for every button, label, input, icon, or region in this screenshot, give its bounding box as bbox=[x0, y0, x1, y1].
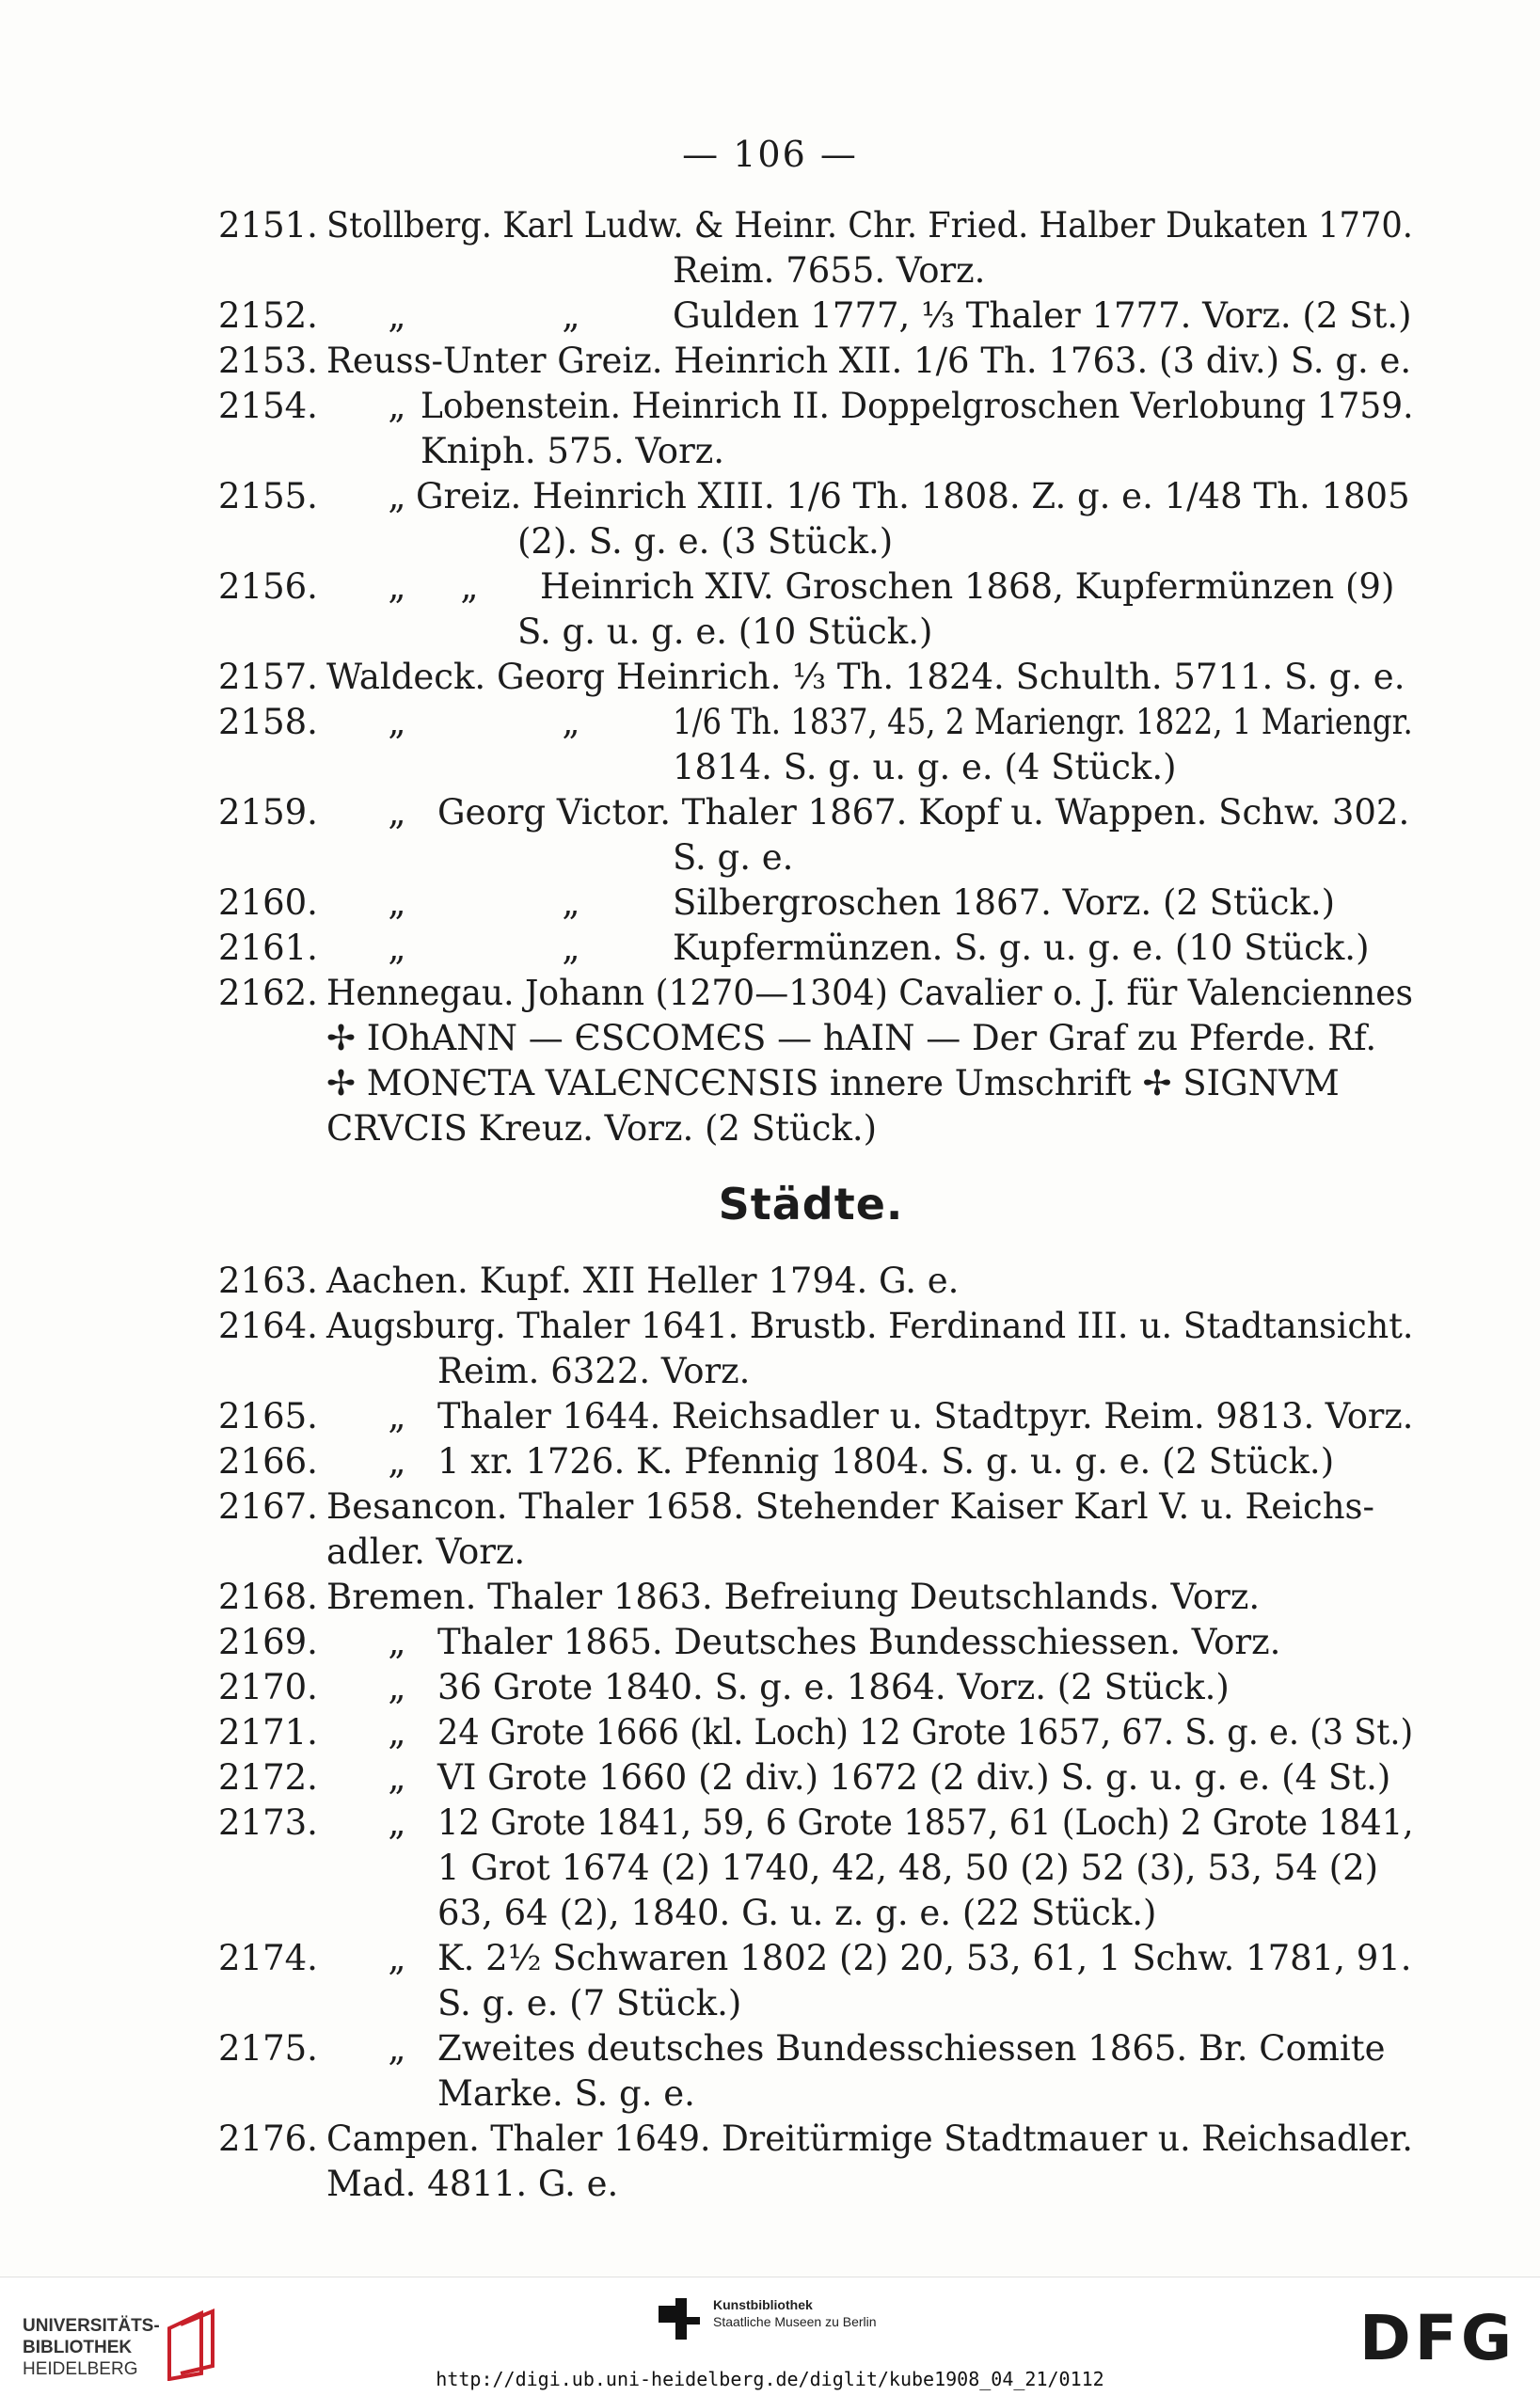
catalog-entry bbox=[218, 971, 1414, 1151]
entry-number: 2176. bbox=[218, 2118, 318, 2159]
section-heading: Städte. bbox=[718, 1179, 904, 1230]
entry-text: Heinrich XIV. Groschen 1868, Kupfermünzen (9) bbox=[540, 566, 1395, 607]
ditto-mark: „ bbox=[388, 2028, 406, 2069]
kb-logo-text bbox=[713, 2296, 877, 2330]
catalog-entry bbox=[218, 1710, 1414, 1755]
entry-number: 2161. bbox=[218, 928, 318, 968]
catalog-entry bbox=[218, 1801, 1414, 1936]
catalog-entry bbox=[218, 1394, 1414, 1439]
kunstbibliothek-emblem-icon bbox=[659, 2298, 700, 2340]
entry-number: 2165. bbox=[218, 1396, 318, 1436]
ditto-mark: „ bbox=[388, 882, 406, 923]
catalog-entry bbox=[218, 1259, 1404, 1304]
entry-text: Kupfermünzen. S. g. u. g. e. (10 Stück.) bbox=[673, 928, 1370, 968]
entry-text: Aachen. Kupf. XII Heller 1794. G. e. bbox=[326, 1261, 960, 1301]
entry-number: 2156. bbox=[218, 566, 318, 607]
entry-text: Greiz. Heinrich XIII. 1/6 Th. 1808. Z. g. e. 1/48 Th. 1805 bbox=[416, 476, 1410, 516]
ub-line-1: UNIVERSITÄTS- bbox=[23, 2316, 160, 2336]
entry-text: Waldeck. Georg Heinrich. ⅓ Th. 1824. Schulth. 5711. S. g. e. bbox=[326, 657, 1405, 697]
entry-text-continued: CRVCIS Kreuz. Vorz. (2 Stück.) bbox=[326, 1108, 878, 1149]
entry-text: 36 Grote 1840. S. g. e. 1864. Vorz. (2 Stück.) bbox=[437, 1667, 1230, 1707]
entry-text-continued: Marke. S. g. e. bbox=[437, 2073, 695, 2114]
catalog-entry bbox=[218, 881, 1404, 926]
entry-text: 24 Grote 1666 (kl. Loch) 12 Grote 1657, 67. S. g. e. (3 St.) bbox=[437, 1712, 1414, 1753]
entry-number: 2174. bbox=[218, 1938, 318, 1978]
catalog-entry bbox=[218, 2026, 1404, 2117]
entry-text: Lobenstein. Heinrich II. Doppelgroschen Verlobung 1759. bbox=[421, 386, 1414, 426]
entry-number: 2163. bbox=[218, 1261, 318, 1301]
entry-text: Thaler 1865. Deutsches Bundesschiessen. Vorz. bbox=[437, 1622, 1281, 1662]
ditto-mark: „ bbox=[388, 1396, 406, 1436]
entry-text: Bremen. Thaler 1863. Befreiung Deutschlands. Vorz. bbox=[326, 1577, 1261, 1617]
catalog-entry bbox=[218, 1755, 1404, 1801]
catalog-entry bbox=[218, 1575, 1404, 1620]
catalog-entry bbox=[218, 790, 1410, 881]
ditto-mark: „ bbox=[388, 1802, 406, 1843]
catalog-entry bbox=[218, 384, 1414, 474]
kb-line-2: Staatliche Museen zu Berlin bbox=[713, 2314, 877, 2329]
entry-text-continued: Mad. 4811. G. e. bbox=[326, 2164, 619, 2204]
ditto-mark: „ bbox=[388, 1667, 406, 1707]
ditto-mark: „ bbox=[388, 295, 406, 336]
entry-text: Zweites deutsches Bundesschiessen 1865. Br. Comite bbox=[437, 2028, 1386, 2069]
entry-number: 2167. bbox=[218, 1486, 318, 1527]
digitization-footer bbox=[0, 2277, 1540, 2396]
ditto-mark: „ bbox=[388, 1712, 406, 1753]
entry-text: Thaler 1644. Reichsadler u. Stadtpyr. Reim. 9813. Vorz. bbox=[437, 1396, 1414, 1436]
entry-text: Augsburg. Thaler 1641. Brustb. Ferdinand III. u. Stadtansicht. bbox=[326, 1306, 1414, 1346]
entry-number: 2164. bbox=[218, 1306, 318, 1346]
ditto-mark: „ bbox=[388, 1938, 406, 1978]
catalog-entry bbox=[218, 1620, 1404, 1665]
entry-number: 2173. bbox=[218, 1802, 318, 1843]
entry-text-continued: S. g. e. bbox=[673, 837, 794, 878]
catalog-entry bbox=[218, 2117, 1413, 2207]
ditto-mark: „ bbox=[388, 476, 406, 516]
entry-number: 2162. bbox=[218, 973, 318, 1013]
entry-text-continued: S. g. u. g. e. (10 Stück.) bbox=[517, 611, 933, 652]
entry-number: 2170. bbox=[218, 1667, 318, 1707]
ditto-mark: „ bbox=[388, 792, 406, 833]
entry-number: 2160. bbox=[218, 882, 318, 923]
page-number: — 106 — bbox=[682, 134, 858, 175]
entry-text: Besancon. Thaler 1658. Stehender Kaiser Karl V. u. Reichs- bbox=[326, 1486, 1375, 1527]
entry-number: 2152. bbox=[218, 295, 318, 336]
entry-list bbox=[218, 203, 1414, 2207]
catalog-entry bbox=[218, 1665, 1404, 1710]
entry-text: Campen. Thaler 1649. Dreitürmige Stadtmauer u. Reichsadler. bbox=[326, 2118, 1413, 2159]
catalog-entry bbox=[218, 700, 1413, 790]
entry-text: 1 xr. 1726. K. Pfennig 1804. S. g. u. g. e. (2 Stück.) bbox=[437, 1441, 1335, 1482]
dfg-logo[interactable]: DFG bbox=[1358, 2302, 1516, 2374]
entry-text-continued: 1814. S. g. u. g. e. (4 Stück.) bbox=[673, 747, 1177, 787]
kb-line-1: Kunstbibliothek bbox=[713, 2297, 813, 2312]
ditto-mark: „ bbox=[562, 882, 580, 923]
entry-text: Reuss-Unter Greiz. Heinrich XII. 1/6 Th. 1763. (3 div.) S. g. e. bbox=[326, 341, 1412, 381]
ditto-mark: „ bbox=[388, 566, 406, 607]
entry-number: 2157. bbox=[218, 657, 318, 697]
catalog-entry bbox=[218, 339, 1412, 384]
entry-text: Hennegau. Johann (1270—1304) Cavalier o. J. für Valenciennes bbox=[326, 973, 1414, 1013]
entry-number: 2175. bbox=[218, 2028, 318, 2069]
entry-number: 2154. bbox=[218, 386, 318, 426]
entry-text: Gulden 1777, ⅓ Thaler 1777. Vorz. (2 St.) bbox=[673, 295, 1412, 336]
entry-number: 2166. bbox=[218, 1441, 318, 1482]
entry-number: 2171. bbox=[218, 1712, 318, 1753]
ub-line-3: HEIDELBERG bbox=[23, 2359, 138, 2379]
ditto-mark: „ bbox=[388, 1757, 406, 1798]
entry-text-continued: adler. Vorz. bbox=[326, 1531, 526, 1572]
entry-text: Silbergroschen 1867. Vorz. (2 Stück.) bbox=[673, 882, 1336, 923]
entry-number: 2159. bbox=[218, 792, 318, 833]
ditto-mark: „ bbox=[388, 928, 406, 968]
catalog-entry bbox=[218, 1439, 1404, 1484]
entry-number: 2168. bbox=[218, 1577, 318, 1617]
entry-text: Georg Victor. Thaler 1867. Kopf u. Wappen. Schw. 302. bbox=[437, 792, 1410, 833]
entry-text: VI Grote 1660 (2 div.) 1672 (2 div.) S. g. u. g. e. (4 St.) bbox=[437, 1757, 1391, 1798]
catalog-entry bbox=[218, 655, 1404, 700]
catalog-entry bbox=[218, 564, 1404, 655]
entry-text-continued: Reim. 6322. Vorz. bbox=[437, 1351, 751, 1391]
catalog-entry bbox=[218, 294, 1412, 339]
permalink-url[interactable]: http://digi.ub.uni-heidelberg.de/diglit/kube1908_04_21/0112 bbox=[436, 2368, 1104, 2390]
catalog-entry bbox=[218, 203, 1413, 294]
entry-number: 2172. bbox=[218, 1757, 318, 1798]
ub-line-2: BIBLIOTHEK bbox=[23, 2338, 133, 2357]
entry-number: 2158. bbox=[218, 702, 318, 742]
kunstbibliothek-logo[interactable] bbox=[659, 2293, 941, 2358]
entry-text: 12 Grote 1841, 59, 6 Grote 1857, 61 (Loch) 2 Grote 1841, bbox=[437, 1802, 1414, 1843]
entry-text-continued: S. g. e. (7 Stück.) bbox=[437, 1983, 742, 2023]
entry-text: 1/6 Th. 1837, 45, 2 Mariengr. 1822, 1 Mariengr. bbox=[673, 702, 1413, 742]
entry-text-continued: Reim. 7655. Vorz. bbox=[673, 250, 986, 291]
ditto-mark: „ bbox=[562, 295, 580, 336]
entry-text-continued: ✢ IOhANN — ЄSCOMЄS — hAIN — Der Graf zu Pferde. Rf. bbox=[326, 1018, 1377, 1058]
entry-text-continued: 63, 64 (2), 1840. G. u. z. g. e. (22 Stück.) bbox=[437, 1893, 1157, 1933]
entry-text-continued: Kniph. 575. Vorz. bbox=[421, 431, 725, 471]
catalog-entry bbox=[218, 1936, 1412, 2026]
entry-text-continued: ✢ MONЄTA VALЄNCЄNSIS innere Umschrift ✢ SIGNVM bbox=[326, 1063, 1340, 1103]
catalog-entry bbox=[218, 926, 1404, 971]
ditto-mark: „ bbox=[388, 702, 406, 742]
ditto-mark: „ bbox=[388, 1441, 406, 1482]
entry-number: 2153. bbox=[218, 341, 318, 381]
ditto-mark: „ bbox=[562, 702, 580, 742]
ditto-mark: „ bbox=[388, 1622, 406, 1662]
entry-text: Stollberg. Karl Ludw. & Heinr. Chr. Fried. Halber Dukaten 1770. bbox=[326, 205, 1413, 246]
ditto-mark: „ bbox=[460, 566, 479, 607]
entry-text: K. 2½ Schwaren 1802 (2) 20, 53, 61, 1 Schw. 1781, 91. bbox=[437, 1938, 1412, 1978]
catalog-entry bbox=[218, 1484, 1404, 1575]
catalog-entry bbox=[218, 474, 1410, 564]
entry-number: 2169. bbox=[218, 1622, 318, 1662]
entry-text-continued: 1 Grot 1674 (2) 1740, 42, 48, 50 (2) 52 (3), 53, 54 (2) bbox=[437, 1848, 1379, 1888]
entry-text-continued: (2). S. g. e. (3 Stück.) bbox=[517, 521, 894, 562]
entry-number: 2151. bbox=[218, 205, 318, 246]
ditto-mark: „ bbox=[388, 386, 406, 426]
ditto-mark: „ bbox=[562, 928, 580, 968]
entry-number: 2155. bbox=[218, 476, 318, 516]
catalog-entry bbox=[218, 1304, 1414, 1394]
